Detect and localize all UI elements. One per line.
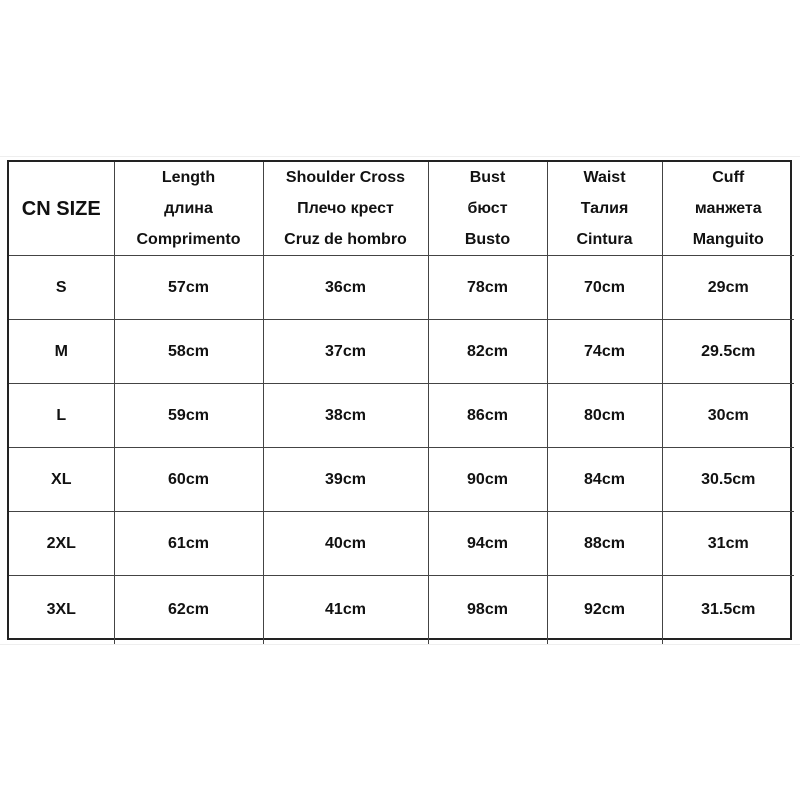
- length-cell: 62cm: [114, 576, 263, 645]
- waist-cell: 74cm: [547, 320, 662, 384]
- bust-cell: 90cm: [428, 448, 547, 512]
- cuff-cell: 29cm: [662, 256, 794, 320]
- shoulder-cell: 40cm: [263, 512, 428, 576]
- waist-cell: 88cm: [547, 512, 662, 576]
- size-cell: L: [9, 384, 114, 448]
- table-row-m: [9, 320, 794, 384]
- shoulder-cell: 41cm: [263, 576, 428, 645]
- column-header-shoulder: [263, 162, 428, 256]
- waist-cell: 70cm: [547, 256, 662, 320]
- header-label-ru: манжета: [694, 200, 762, 217]
- header-label-pt: Comprimento: [136, 231, 241, 248]
- header-row: [9, 162, 794, 256]
- header-label-en: Waist: [583, 169, 626, 186]
- cuff-cell: 30.5cm: [662, 448, 794, 512]
- header-label-en: Length: [161, 169, 216, 186]
- length-cell: 58cm: [114, 320, 263, 384]
- length-cell: 59cm: [114, 384, 263, 448]
- header-label-en: Bust: [469, 169, 506, 186]
- bust-cell: 94cm: [428, 512, 547, 576]
- size-chart: [7, 160, 792, 640]
- size-cell: 2XL: [9, 512, 114, 576]
- shoulder-cell: 37cm: [263, 320, 428, 384]
- size-cell: XL: [9, 448, 114, 512]
- header-label-ru: Талия: [580, 200, 629, 217]
- column-header-cuff: [662, 162, 794, 256]
- size-cell: S: [9, 256, 114, 320]
- column-header-length: [114, 162, 263, 256]
- size-cell: M: [9, 320, 114, 384]
- shoulder-cell: 39cm: [263, 448, 428, 512]
- shoulder-cell: 36cm: [263, 256, 428, 320]
- shoulder-cell: 38cm: [263, 384, 428, 448]
- cuff-cell: 31.5cm: [662, 576, 794, 645]
- bust-cell: 82cm: [428, 320, 547, 384]
- cuff-cell: 31cm: [662, 512, 794, 576]
- header-label-pt: Manguito: [692, 231, 764, 248]
- waist-cell: 80cm: [547, 384, 662, 448]
- column-header-bust: [428, 162, 547, 256]
- waist-cell: 84cm: [547, 448, 662, 512]
- table-row-l: [9, 384, 794, 448]
- bust-cell: 78cm: [428, 256, 547, 320]
- cn-size-header: [9, 162, 114, 256]
- header-label-ru: бюст: [467, 200, 508, 217]
- length-cell: 60cm: [114, 448, 263, 512]
- waist-cell: 92cm: [547, 576, 662, 645]
- cn-size-label: CN SIZE: [21, 197, 101, 220]
- header-label-ru: длина: [164, 200, 213, 217]
- cuff-cell: 29.5cm: [662, 320, 794, 384]
- bust-cell: 98cm: [428, 576, 547, 645]
- header-label-en: Cuff: [712, 169, 745, 186]
- table-row-3xl: [9, 576, 794, 645]
- cuff-cell: 30cm: [662, 384, 794, 448]
- size-cell: 3XL: [9, 576, 114, 645]
- length-cell: 57cm: [114, 256, 263, 320]
- table-row-s: [9, 256, 794, 320]
- header-label-pt: Cruz de hombro: [284, 231, 407, 248]
- length-cell: 61cm: [114, 512, 263, 576]
- table-row-2xl: [9, 512, 794, 576]
- column-header-waist: [547, 162, 662, 256]
- header-label-en: Shoulder Cross: [285, 169, 406, 186]
- faint-guide-top: [0, 156, 800, 157]
- header-label-pt: Cintura: [576, 231, 633, 248]
- header-label-ru: Плечо крест: [297, 200, 394, 217]
- table-row-xl: [9, 448, 794, 512]
- size-table: [9, 162, 794, 644]
- header-label-pt: Busto: [464, 231, 511, 248]
- faint-guide-bottom: [0, 644, 800, 645]
- bust-cell: 86cm: [428, 384, 547, 448]
